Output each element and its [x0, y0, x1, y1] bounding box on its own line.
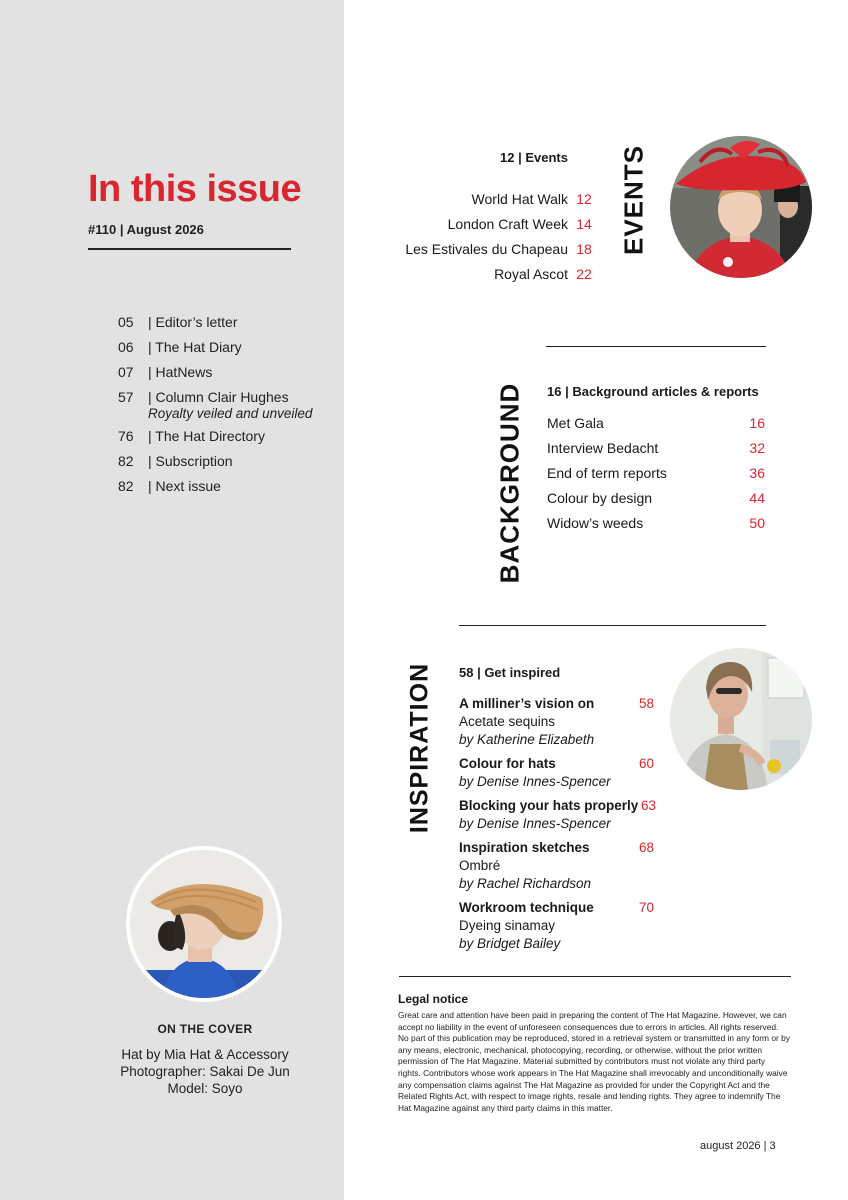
page-footer: august 2026 | 3 — [700, 1140, 776, 1152]
toc-page: 82 — [118, 453, 134, 469]
inspiration-divider — [459, 625, 766, 626]
inspiration-item-subtitle: Dyeing sinamay — [459, 918, 556, 933]
toc-item[interactable] — [118, 310, 312, 335]
legal-text: Great care and attention have been paid in preparing the content of The Hat Magazine. However, we can accept no liability in the event of unforeseen consequences due to errors in articles. All rights reserved. No part of this publication may be reproduced, stored in a retrieval system or transmitted in any form or by any means, electronic, mechanical, photocopying, recording, or otherwise, without the prior written permission of The Hat Magazine. Material submitted by contributors must not violate any third party rights. Contributors whose work appears in The Hat Magazine shall irrevocably and unconditionally waive any compensation claims against The Hat Magazine as provided for under the Copyright Act and the Related Rights Act, with respect to image rights, resale and lending rights. They agree to indemnify The Hat Magazine against any third party claims in this matter. — [398, 1010, 790, 1113]
sidebar — [0, 0, 344, 1200]
events-item[interactable] — [400, 238, 600, 263]
toc-page: 82 — [118, 478, 134, 494]
sidebar-toc — [118, 310, 312, 499]
events-item[interactable] — [400, 263, 600, 288]
events-item-page: 22 — [576, 266, 592, 282]
toc-label: | The Hat Diary — [148, 339, 242, 355]
toc-label: | HatNews — [148, 364, 213, 380]
inspiration-item-subtitle: Acetate sequins — [459, 714, 556, 729]
toc-sublabel: Royalty veiled and unveiled — [148, 406, 313, 421]
events-item-title: Les Estivales du Chapeau — [405, 241, 568, 257]
background-item-page: 50 — [749, 515, 765, 531]
background-item[interactable] — [547, 487, 767, 512]
inspiration-item-page: 60 — [639, 756, 655, 771]
cover-illustration — [130, 850, 278, 998]
toc-page: 07 — [118, 364, 134, 380]
issue-meta: #110 | August 2026 — [88, 222, 204, 237]
events-photo — [670, 136, 812, 278]
events-item[interactable] — [400, 213, 600, 238]
events-list — [400, 188, 600, 288]
inspiration-list — [459, 695, 659, 959]
toc-page: 57 — [118, 389, 134, 405]
inspiration-item-author: by Denise Innes-Spencer — [459, 774, 611, 789]
background-item-title: Widow’s weeds — [547, 515, 644, 531]
inspiration-item-author: by Katherine Elizabeth — [459, 732, 595, 747]
background-item[interactable] — [547, 437, 767, 462]
inspiration-item-author: by Denise Innes-Spencer — [459, 816, 611, 831]
toc-label: | Column Clair Hughes — [148, 389, 289, 405]
background-item[interactable] — [547, 462, 767, 487]
toc-label: | Subscription — [148, 453, 233, 469]
inspiration-item[interactable] — [459, 797, 659, 833]
events-section-label: EVENTS — [618, 144, 649, 256]
toc-page: 05 — [118, 314, 134, 330]
inspiration-item-subtitle: Ombré — [459, 858, 501, 873]
background-divider — [546, 346, 766, 347]
inspiration-illustration — [670, 648, 812, 790]
toc-label: | Next issue — [148, 478, 221, 494]
toc-item[interactable] — [118, 335, 312, 360]
background-item-page: 44 — [749, 490, 765, 506]
inspiration-item[interactable] — [459, 695, 659, 749]
legal-title: Legal notice — [398, 992, 469, 1006]
inspiration-item-title: Colour for hats — [459, 756, 556, 771]
legal-divider — [399, 976, 791, 977]
toc-item[interactable] — [118, 474, 312, 499]
inspiration-section-label-wrap — [400, 650, 440, 845]
events-item[interactable] — [400, 188, 600, 213]
events-heading: 12 | Events — [500, 150, 568, 165]
events-item-page: 14 — [576, 216, 592, 232]
background-item-title: Met Gala — [547, 415, 604, 431]
events-item-page: 12 — [576, 191, 592, 207]
inspiration-section-label: INSPIRATION — [405, 662, 434, 833]
background-section-label-wrap — [490, 370, 530, 595]
inspiration-item-page: 68 — [639, 840, 655, 855]
toc-page: 06 — [118, 339, 134, 355]
title-divider — [88, 248, 291, 250]
toc-item[interactable] — [118, 424, 312, 449]
toc-page: 76 — [118, 428, 134, 444]
inspiration-item-page: 70 — [639, 900, 655, 915]
toc-item[interactable] — [118, 385, 312, 424]
background-section-label: BACKGROUND — [494, 382, 525, 583]
background-item-page: 16 — [749, 415, 765, 431]
inspiration-heading: 58 | Get inspired — [459, 665, 561, 680]
inspiration-item-title: Blocking your hats properly — [459, 798, 639, 813]
inspiration-item-title: Workroom technique — [459, 900, 594, 915]
page-title: In this issue — [88, 168, 302, 210]
events-item-title: London Craft Week — [447, 216, 568, 232]
inspiration-item-author: by Rachel Richardson — [459, 876, 592, 891]
background-item-title: Colour by design — [547, 490, 653, 506]
events-illustration — [670, 136, 812, 278]
toc-label: | The Hat Directory — [148, 428, 265, 444]
cover-credit-model: Model: Soyo — [167, 1081, 243, 1096]
cover-heading: ON THE COVER — [157, 1022, 253, 1036]
background-item[interactable] — [547, 412, 767, 437]
toc-item[interactable] — [118, 449, 312, 474]
inspiration-item[interactable] — [459, 899, 659, 953]
background-item-title: Interview Bedacht — [547, 440, 659, 456]
background-heading: 16 | Background articles & reports — [547, 384, 759, 399]
inspiration-photo — [670, 648, 812, 790]
toc-label: | Editor’s letter — [148, 314, 238, 330]
cover-credit-photographer: Photographer: Sakai De Jun — [120, 1064, 290, 1079]
inspiration-item-author: by Bridget Bailey — [459, 936, 561, 951]
toc-item[interactable] — [118, 360, 312, 385]
background-item-title: End of term reports — [547, 465, 667, 481]
background-item-page: 32 — [749, 440, 765, 456]
cover-credit-hat: Hat by Mia Hat & Accessory — [121, 1047, 289, 1062]
events-item-page: 18 — [576, 241, 592, 257]
inspiration-item[interactable] — [459, 839, 659, 893]
inspiration-item-title: Inspiration sketches — [459, 840, 590, 855]
background-list — [547, 412, 767, 537]
cover-photo — [126, 846, 282, 1002]
inspiration-item-page: 58 — [639, 696, 655, 711]
inspiration-item-title: A milliner’s vision on — [459, 696, 595, 711]
events-item-title: Royal Ascot — [494, 266, 568, 282]
background-item-page: 36 — [749, 465, 765, 481]
events-item-title: World Hat Walk — [471, 191, 568, 207]
background-item[interactable] — [547, 512, 767, 537]
inspiration-item-page: 63 — [641, 798, 657, 813]
events-section-label-wrap — [614, 140, 654, 260]
inspiration-item[interactable] — [459, 755, 659, 791]
